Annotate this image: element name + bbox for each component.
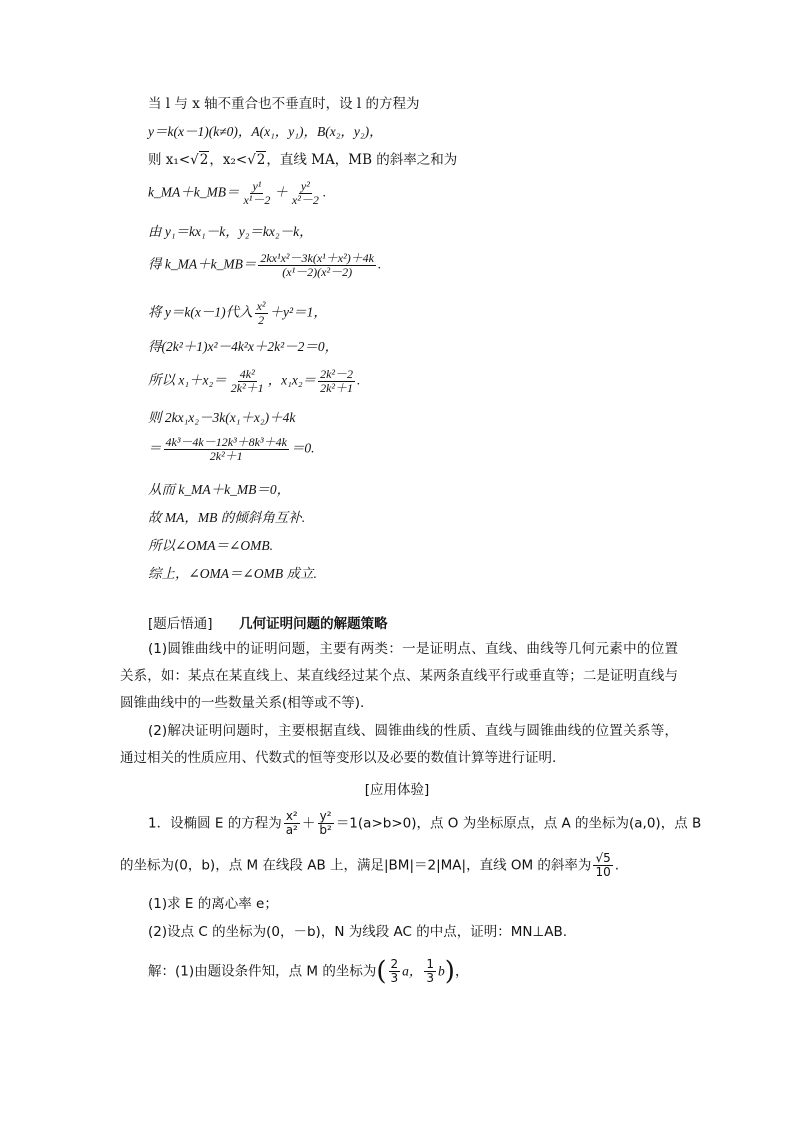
text: a， bbox=[402, 963, 423, 979]
fraction: $\frac{1}{3}$ bbox=[426, 957, 435, 985]
text: ＋ bbox=[274, 184, 288, 200]
proof-line-4 bbox=[148, 180, 326, 207]
text: 1．设椭圆 E 的方程为 bbox=[148, 815, 282, 832]
proof-line-7 bbox=[148, 300, 327, 327]
fraction: $\frac{\text{x²}}{2}$ bbox=[256, 299, 266, 327]
summary-title: 几何证明问题的解题策略 bbox=[239, 616, 388, 632]
sqrt: √2 bbox=[247, 152, 266, 168]
proof-line-12: 从而 k_MA＋k_MB＝0， bbox=[148, 482, 291, 497]
fraction: $\frac{2}{3}$ bbox=[390, 957, 399, 985]
fraction: $\frac{\text{4k²}}{\text{2k²＋1}}$ bbox=[230, 367, 264, 395]
proof-line-14: 所以∠OMA＝∠OMB. bbox=[148, 538, 273, 553]
sub-question-1: (1)求 E 的离心率 e； bbox=[148, 896, 278, 912]
proof-line-5: 由 y₁＝kx₁－k，y₂＝kx₂－k， bbox=[148, 224, 313, 239]
text: b bbox=[438, 963, 445, 979]
question-line-1 bbox=[148, 810, 701, 837]
proof-line-9 bbox=[148, 368, 360, 395]
sub-question-2: (2)设点 C 的坐标为(0，－b)，N 为线段 AC 的中点，证明：MN⊥AB. bbox=[148, 924, 568, 940]
fraction: $\frac{\text{x²}}{\text{a²}}$ bbox=[285, 809, 298, 837]
solution-line-1 bbox=[148, 958, 468, 985]
fraction: $\frac{\text{y²}}{\text{b²}}$ bbox=[319, 809, 332, 837]
text: ＋y²＝1， bbox=[269, 304, 327, 320]
summary-paragraph-1: (1)圆锥曲线中的证明问题，主要有两类：一是证明点、直线、曲线等几何元素中的位置关系，如：某点在某直线上、某直线经过某个点、某两条直线平行或垂直等；二是证明直线与圆锥曲线中的一些数量关系(相等或不等). bbox=[120, 641, 678, 711]
fraction: $\frac{\text{2kx¹x²－3k(x¹＋x²)＋4k}}{\text{(x¹－2)(x²－2)}}$ bbox=[260, 251, 375, 279]
text: 所以 x₁＋x₂＝ bbox=[148, 372, 227, 388]
proof-line-6 bbox=[148, 252, 381, 279]
proof-line-3 bbox=[148, 150, 457, 170]
text: . bbox=[378, 256, 382, 272]
right-paren: ) bbox=[444, 956, 455, 987]
text: ，x₁x₂＝ bbox=[267, 372, 317, 388]
text: 的坐标为(0，b)，点 M 在线段 AB 上，满足|BM|＝2|MA|，直线 OM 的斜率为 bbox=[120, 857, 592, 874]
proof-line-2: y＝k(x－1)(k≠0)，A(x₁，y₁)，B(x₂，y₂)， bbox=[148, 124, 383, 139]
fraction: $\frac{\text{y²}}{\text{x²－2}}$ bbox=[291, 179, 319, 207]
left-paren: ( bbox=[376, 956, 387, 987]
text: ＝ bbox=[148, 440, 162, 456]
summary-paragraph-2: (2)解决证明问题时，主要根据直线、圆锥曲线的性质、直线与圆锥曲线的位置关系等，通过相关的性质应用、代数式的恒等变形以及必要的数值计算等进行证明. bbox=[120, 723, 678, 766]
proof-line-1: 当 l 与 x 轴不重合也不垂直时，设 l 的方程为 bbox=[148, 96, 420, 112]
text: 解：(1)由题设条件知，点 M 的坐标为 bbox=[148, 963, 377, 980]
fraction: $\frac{\text{y¹}}{\text{x¹－2}}$ bbox=[243, 179, 271, 207]
text: ，直线 MA，MB 的斜率之和为 bbox=[266, 152, 458, 168]
text: 将 y＝k(x－1)代入 bbox=[148, 304, 253, 320]
fraction: $\frac{√5}{10}$ bbox=[595, 851, 611, 879]
question-line-2 bbox=[120, 852, 619, 879]
text: . bbox=[614, 857, 620, 874]
text: . bbox=[322, 184, 327, 200]
text: 则 x₁< bbox=[148, 152, 191, 168]
proof-line-13: 故 MA，MB 的倾斜角互补. bbox=[148, 510, 306, 525]
text: ， bbox=[454, 963, 469, 980]
proof-line-10: 则 2kx₁x₂－3k(x₁＋x₂)＋4k bbox=[148, 410, 296, 425]
text: 得 k_MA＋k_MB＝ bbox=[148, 256, 257, 272]
practice-heading: [应用体验] bbox=[364, 782, 430, 798]
text: ＝1(a>b>0)，点 O 为坐标原点，点 A 的坐标为(a,0)，点 B bbox=[335, 815, 702, 832]
text: ＝0. bbox=[290, 440, 315, 456]
text: . bbox=[357, 372, 361, 388]
fraction: $\frac{\text{2k²－2}}{\text{2k²＋1}}$ bbox=[320, 367, 353, 395]
text: ，x₂< bbox=[209, 152, 248, 168]
sqrt: √2 bbox=[190, 152, 209, 168]
fraction: $\frac{\text{4k³－4k－12k³＋8k³＋4k}}{\text{2k²＋1}}$ bbox=[165, 435, 287, 463]
summary-heading bbox=[148, 612, 388, 632]
text: k_MA＋k_MB＝ bbox=[148, 184, 240, 200]
proof-line-11 bbox=[148, 436, 315, 463]
text: ＋ bbox=[301, 815, 316, 832]
proof-line-15: 综上，∠OMA＝∠OMB 成立. bbox=[148, 566, 317, 581]
proof-line-8: 得(2k²＋1)x²－4k²x＋2k²－2＝0， bbox=[148, 339, 339, 354]
summary-tag: [题后悟通] bbox=[148, 616, 213, 632]
